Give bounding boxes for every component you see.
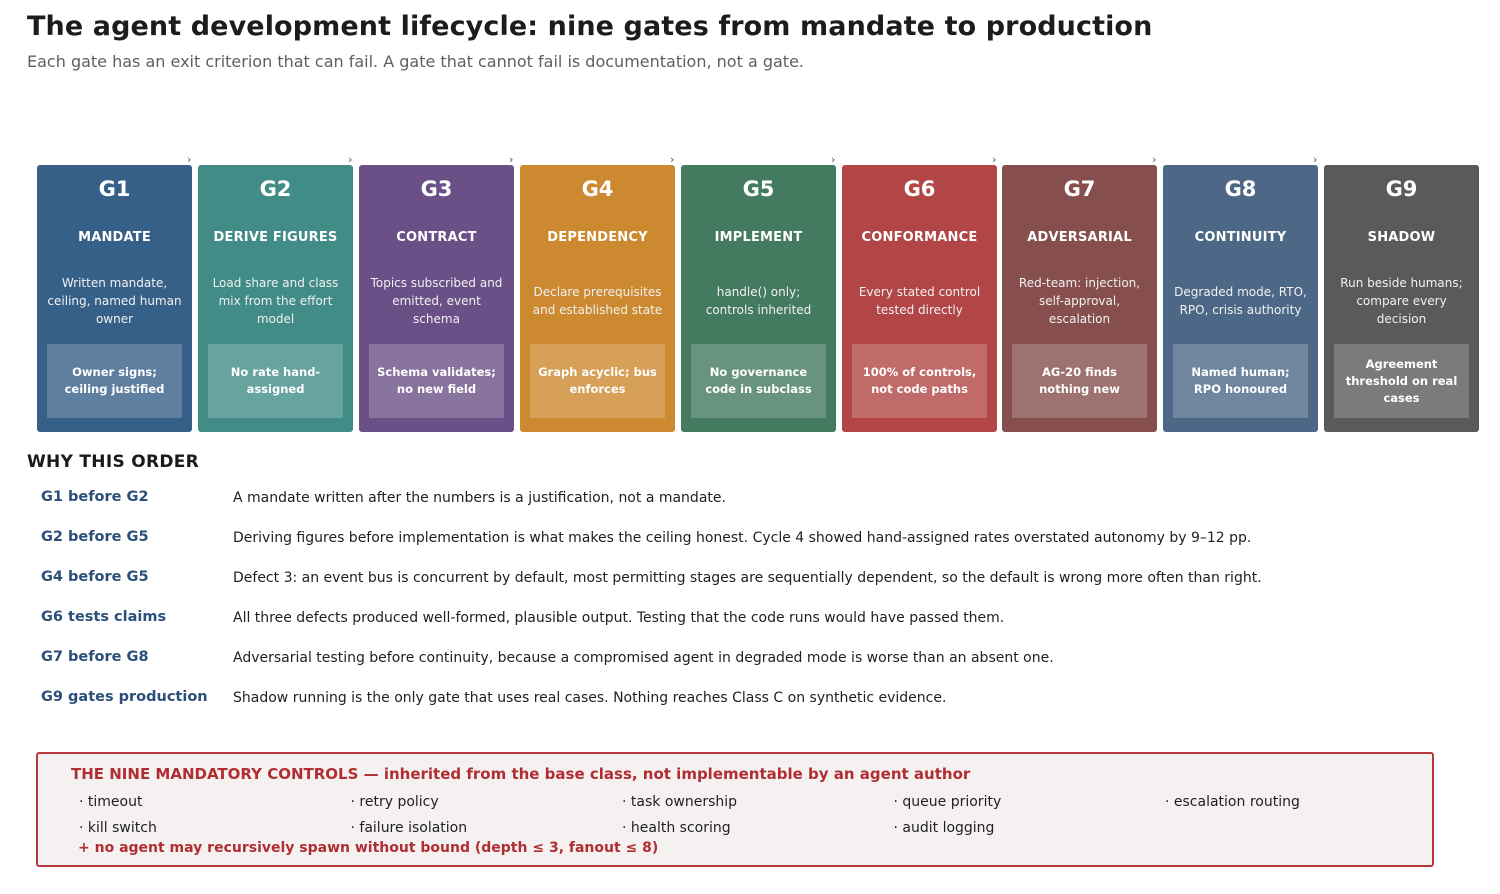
gate-name: DEPENDENCY <box>547 230 648 245</box>
gate-code: G2 <box>259 177 292 201</box>
controls-footer: + no agent may recursively spawn without bound (depth ≤ 3, fanout ≤ 8) <box>78 840 659 856</box>
gate-exit-criterion: Named human; RPO honoured <box>1173 344 1308 418</box>
gate-card-g2 <box>198 165 353 432</box>
control-item: · queue priority <box>893 794 1002 810</box>
control-item: · timeout <box>79 794 143 810</box>
gate-exit-criterion: Graph acyclic; bus enforces <box>530 344 665 418</box>
why-row <box>0 529 1500 553</box>
gate-exit-criterion: No governance code in subclass <box>691 344 826 418</box>
arrow-right-icon: › <box>670 153 675 166</box>
gate-card-g9 <box>1324 165 1479 432</box>
why-row <box>0 649 1500 673</box>
gate-name: CONTINUITY <box>1194 230 1287 245</box>
why-row-key: G7 before G8 <box>41 649 149 665</box>
why-row-key: G6 tests claims <box>41 609 167 625</box>
why-row-key: G9 gates production <box>41 689 208 705</box>
gate-code: G5 <box>742 177 775 201</box>
gate-description: Written mandate, ceiling, named human owner <box>47 276 182 326</box>
gate-exit-criterion: AG-20 finds nothing new <box>1012 344 1147 418</box>
gate-name: SHADOW <box>1367 230 1436 245</box>
control-item: · health scoring <box>622 820 731 836</box>
why-row <box>0 689 1500 713</box>
gate-description: handle() only; controls inherited <box>705 285 812 317</box>
gate-card-g5 <box>681 165 836 432</box>
why-row-text: Defect 3: an event bus is concurrent by default, most permitting stages are sequentially dependent, so the default is wrong more often than right. <box>233 570 1262 586</box>
arrow-right-icon: › <box>187 153 192 166</box>
gate-card-g3 <box>359 165 514 432</box>
gate-exit-criterion: No rate hand-assigned <box>208 344 343 418</box>
why-row-text: A mandate written after the numbers is a justification, not a mandate. <box>233 490 726 506</box>
gate-exit-criterion: 100% of controls, not code paths <box>852 344 987 418</box>
why-heading: WHY THIS ORDER <box>27 452 200 472</box>
gate-code: G4 <box>581 177 614 201</box>
why-row-key: G1 before G2 <box>41 489 149 505</box>
why-row-key: G4 before G5 <box>41 569 149 585</box>
gate-name: DERIVE FIGURES <box>213 230 338 245</box>
gate-code: G3 <box>420 177 453 201</box>
control-item: · audit logging <box>893 820 995 836</box>
gate-card-g6 <box>842 165 997 432</box>
gate-name: ADVERSARIAL <box>1027 230 1132 245</box>
gate-exit-criterion: Agreement threshold on real cases <box>1334 344 1469 418</box>
why-row <box>0 569 1500 593</box>
gate-description: Red-team: injection, self-approval, escalation <box>1018 276 1141 326</box>
control-item: · task ownership <box>622 794 738 810</box>
gate-code: G9 <box>1385 177 1418 201</box>
why-row-key: G2 before G5 <box>41 529 149 545</box>
why-row-text: All three defects produced well-formed, plausible output. Testing that the code runs would have passed them. <box>233 610 1005 626</box>
gate-description: Topics subscribed and emitted, event schema <box>370 276 503 326</box>
control-item: · failure isolation <box>350 820 468 836</box>
arrow-right-icon: › <box>348 153 353 166</box>
control-item: · escalation routing <box>1165 794 1300 810</box>
why-row-text: Deriving figures before implementation is what makes the ceiling honest. Cycle 4 showed hand-assigned rates overstated autonomy by 9–12 pp. <box>233 530 1252 546</box>
controls-box <box>36 752 1434 867</box>
gate-description: Load share and class mix from the effort model <box>212 276 339 326</box>
gate-card-g1 <box>37 165 192 432</box>
gate-description: Declare prerequisites and established state <box>532 285 663 317</box>
page-title: The agent development lifecycle: nine gates from mandate to production <box>27 11 1153 42</box>
arrow-right-icon: › <box>1152 153 1157 166</box>
gate-description: Run beside humans; compare every decision <box>1340 276 1463 326</box>
why-row <box>0 609 1500 633</box>
gate-code: G1 <box>98 177 131 201</box>
gate-card-g8 <box>1163 165 1318 432</box>
why-row-text: Adversarial testing before continuity, because a compromised agent in degraded mode is worse than an absent one. <box>233 650 1054 666</box>
gate-code: G6 <box>903 177 936 201</box>
why-row-text: Shadow running is the only gate that uses real cases. Nothing reaches Class C on synthetic evidence. <box>233 690 947 706</box>
control-item: · kill switch <box>79 820 157 836</box>
gate-exit-criterion: Owner signs; ceiling justified <box>47 344 182 418</box>
gate-code: G8 <box>1224 177 1257 201</box>
gate-description: Every stated control tested directly <box>858 285 981 317</box>
gate-card-g7 <box>1002 165 1157 432</box>
gate-name: MANDATE <box>78 230 151 245</box>
arrow-right-icon: › <box>992 153 997 166</box>
arrow-right-icon: › <box>1313 153 1318 166</box>
gate-name: CONTRACT <box>396 230 477 245</box>
gate-exit-criterion: Schema validates; no new field <box>369 344 504 418</box>
control-item: · retry policy <box>350 794 439 810</box>
gate-code: G7 <box>1063 177 1096 201</box>
why-row <box>0 489 1500 513</box>
arrow-right-icon: › <box>831 153 836 166</box>
gate-name: CONFORMANCE <box>861 230 978 245</box>
gate-name: IMPLEMENT <box>714 230 803 245</box>
gate-description: Degraded mode, RTO, RPO, crisis authority <box>1174 285 1307 317</box>
controls-title: THE NINE MANDATORY CONTROLS — inherited from the base class, not implementable by an agent author <box>71 765 971 783</box>
gate-flow <box>0 0 1500 440</box>
arrow-right-icon: › <box>509 153 514 166</box>
gate-card-g4 <box>520 165 675 432</box>
page-subtitle: Each gate has an exit criterion that can fail. A gate that cannot fail is documentation, not a gate. <box>27 52 804 71</box>
